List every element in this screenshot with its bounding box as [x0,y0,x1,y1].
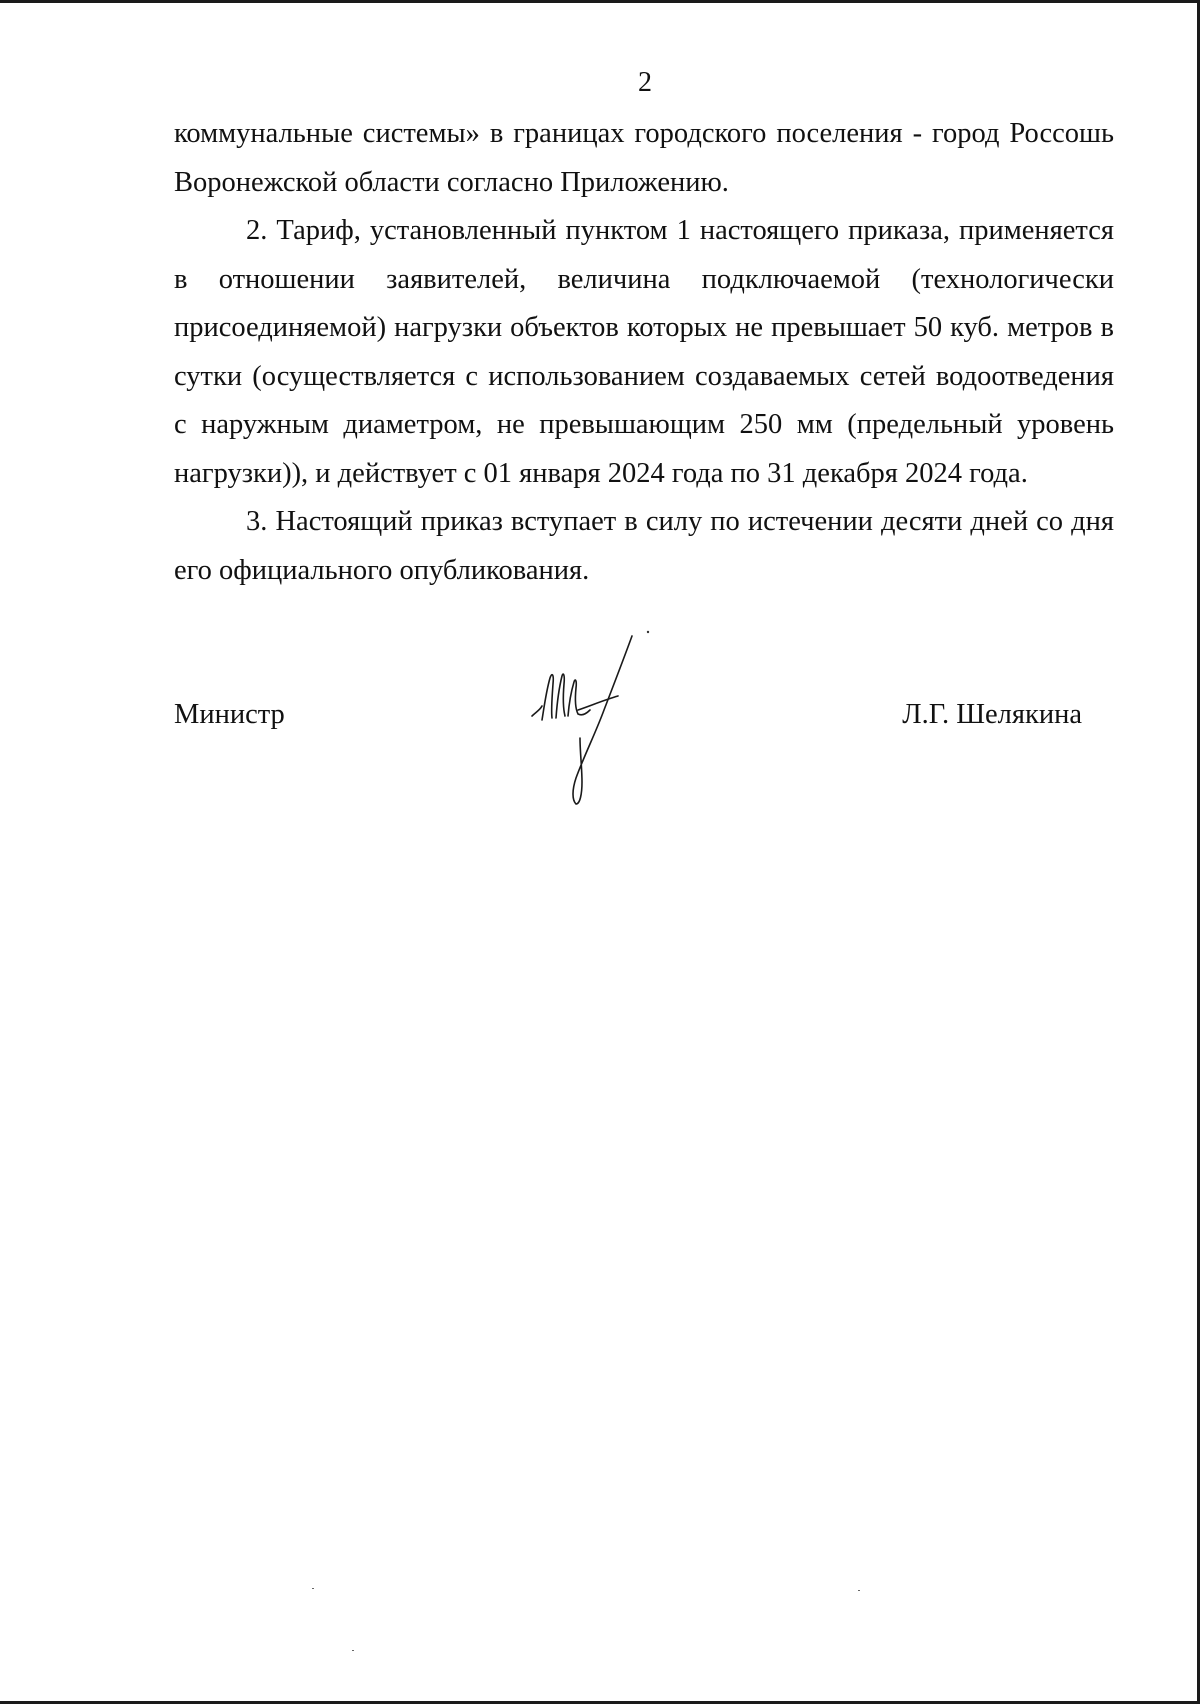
page-number: 2 [638,67,652,98]
signer-name: Л.Г. Шелякина [902,699,1082,730]
paragraph-item-2: 2. Тариф, установленный пунктом 1 настоящего приказа, применяется в отношении заявителей, величина подключаемой (технологически присоединяемой) нагрузки объектов которых не превышает 50 куб. метров в сутки (осуществляется с использованием создаваемых сетей водоотведения с наружным диаметром, не превышающим 250 мм (предельный уровень нагрузки)), и действует с 01 января 2024 года по 31 декабря 2024 года. [174,215,1114,489]
signer-position: Министр [174,699,285,730]
scan-speck [352,1650,354,1651]
paragraph-continuation: коммунальные системы» в границах городского поселения - город Россошь Воронежской области согласно Приложению. [174,118,1114,198]
scan-speck [858,1590,860,1591]
paragraph-item-3: 3. Настоящий приказ вступает в силу по истечении десяти дней со дня его официального опубликования. [174,506,1114,586]
scan-speck [312,1588,314,1589]
signature-block [174,695,1082,735]
scan-border-top [0,0,1200,3]
document-body [174,110,1114,595]
